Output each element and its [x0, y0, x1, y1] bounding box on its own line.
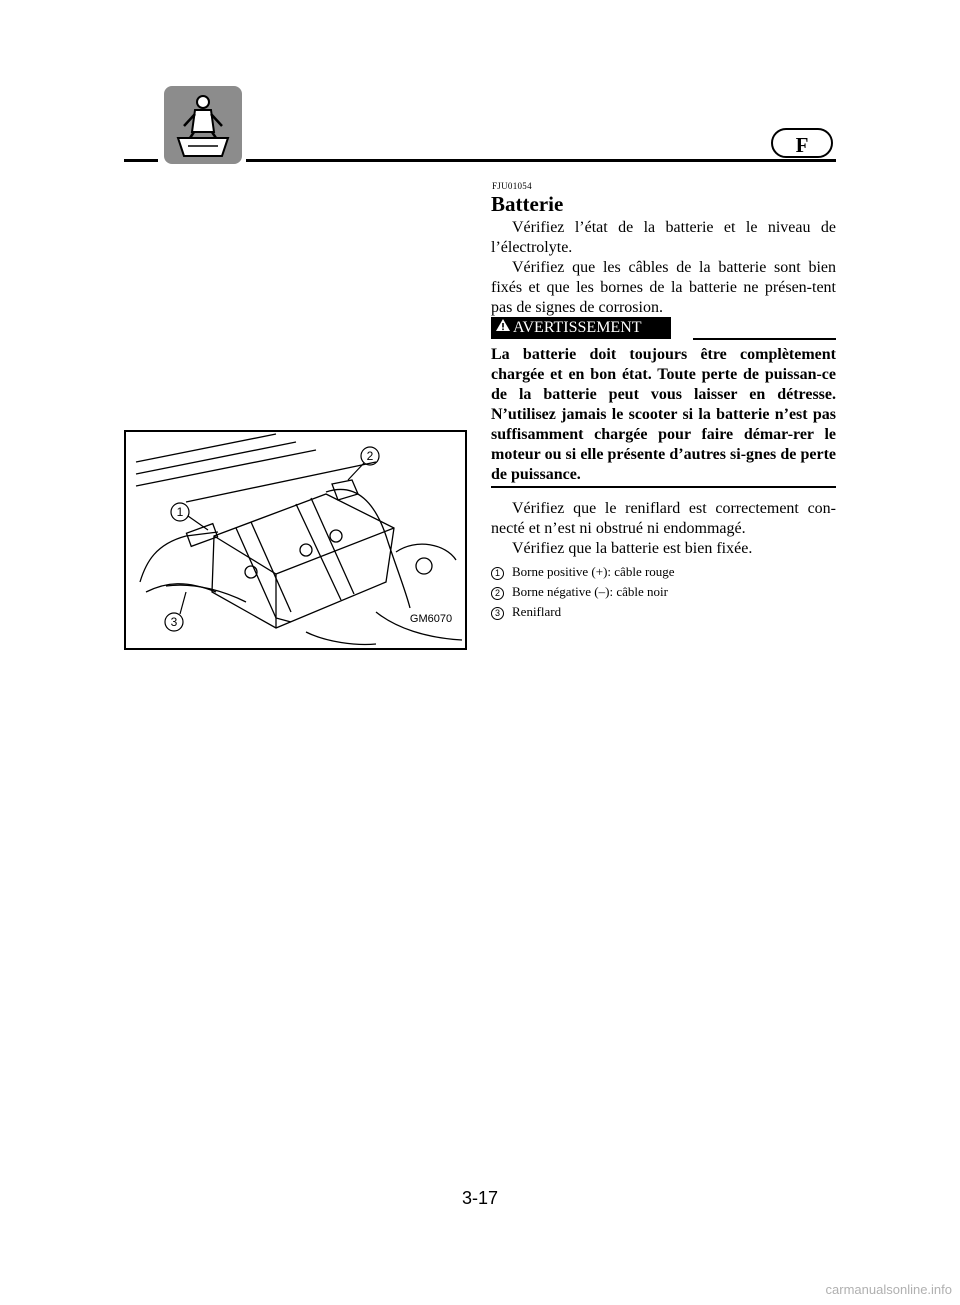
paragraph-fixed: Vérifiez que la batterie est bien fixée. — [512, 540, 753, 557]
callout-2: 2 — [366, 449, 374, 463]
callout-3: 3 — [170, 615, 178, 629]
warning-rule-bottom — [491, 486, 836, 488]
callout-1: 1 — [176, 505, 184, 519]
legend-item: 3 Reniflard — [491, 602, 836, 622]
page-number: 3-17 — [461, 1188, 499, 1208]
watermark: carmanualsonline.info — [825, 1282, 952, 1297]
legend-item: 2 Borne négative (–): câble noir — [491, 582, 836, 602]
figure-code: GM6070 — [409, 613, 453, 625]
jet-ski-rider-icon — [164, 86, 242, 164]
legend-list — [491, 562, 836, 622]
warning-rule-top — [693, 338, 836, 340]
warning-label: AVERTISSEMENT — [491, 317, 671, 339]
section-title: Batterie — [491, 192, 564, 216]
language-badge: F — [771, 128, 833, 158]
paragraph-cables: Vérifiez que les câbles de la batterie sont bien fixés et que les bornes de la batterie ne présen-tent pas de signes de corrosion. — [491, 259, 836, 316]
paragraph-breather: Vérifiez que le reniflard est correctement con-necté et n’est ni obstrué ni endommagé. — [491, 500, 836, 537]
paragraph-condition: Vérifiez l’état de la batterie et le niveau de l’électrolyte. — [491, 219, 836, 256]
section-code: FJU01054 — [492, 181, 532, 191]
battery-illustration — [124, 430, 467, 650]
header-rule-left — [124, 159, 158, 162]
header-rule-right — [246, 159, 836, 162]
legend-item: 1 Borne positive (+): câble rouge — [491, 562, 836, 582]
warning-triangle-icon — [495, 317, 511, 339]
warning-text: La batterie doit toujours être complètement chargée et en bon état. Toute perte de puissan-ce de la batterie peut vous laisser en détresse. N’utilisez jamais le scooter si la batterie n’est pas suffisamment chargée pour faire démar-rer le moteur ou si elle présente d’autres si-gnes de perte de puissance. — [491, 346, 836, 483]
